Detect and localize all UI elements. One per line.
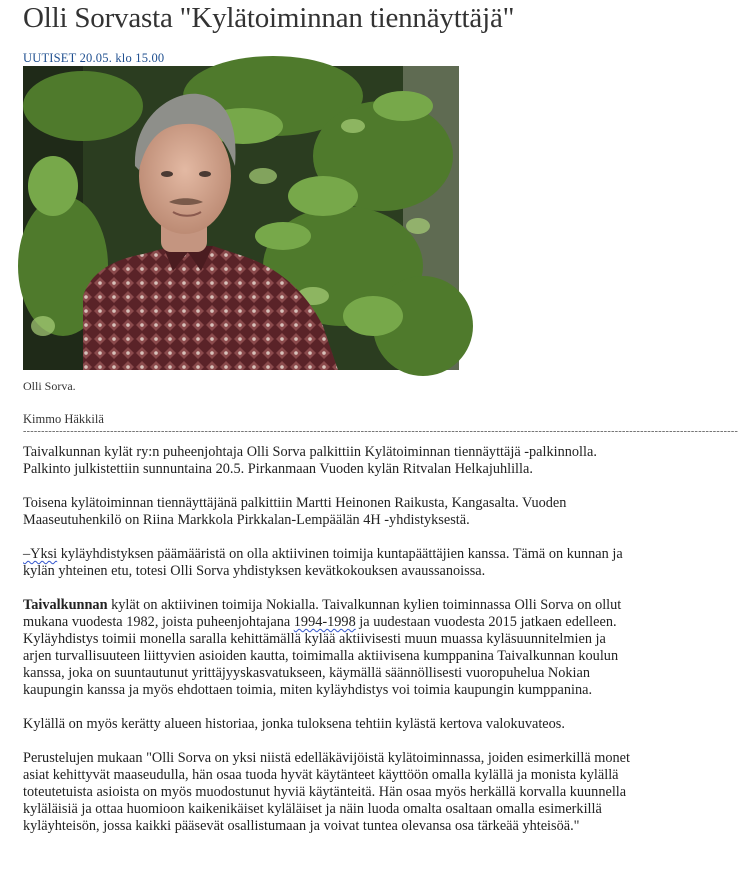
portrait-photo [23,66,459,370]
author-name: Kimmo Häkkilä [23,412,104,426]
page-title: Olli Sorvasta "Kylätoiminnan tiennäyttäjä" [23,2,515,34]
paragraph-3-text: kyläyhdistyksen päämääristä on olla aktiivinen toimija kuntapäättäjien kanssa. Tämä on kunnan ja kylän yhteinen etu, totesi Olli Sorva yhdistyksen kevätkokouksen avaussanoissa. [23,546,623,579]
paragraph-4-bold: Taivalkunnan [23,597,108,613]
spellcheck-mark-years: 1994-1998 [293,614,356,630]
paragraph-5: Kyläyhdistys toimii monella saralla kehittämällä kylää aktiivisesti muun muassa kyläsuunnitelmien ja arjen turvallisuuteen liittyvien asioiden kautta, toimimalla aktiivisena kumppanina Taivalkunnan koulun kanssa, joka on suuntautunut yrittäjyyskasvatukseen, käymällä säännöllisesti vuoropuhelua Nokian kaupungin kanssa ja myös ehdottaen toimia, miten kyläyhdistys voi toimia kaupungin kumppanina. [23,631,619,698]
paragraph-3 [23,546,635,580]
photo-caption: Olli Sorva. [23,379,76,393]
paragraph-2: Toisena kylätoiminnan tiennäyttäjänä palkittiin Martti Heinonen Raikusta, Kangasalta. Vuoden Maaseutuhenkilö on Riina Markkola Pirkkalan-Lempäälän 4H -yhdistyksestä. [23,495,567,528]
paragraph-4 [23,597,635,631]
paragraph-7: Perustelujen mukaan "Olli Sorva on yksi niistä edelläkävijöistä kylätoiminnassa, joiden esimerkillä monet asiat kehittyvät maaseudulla, hän osaa tuoda hyvät käytänteet käyttöön omalla kylällä ja monista kylällä toteutetuista asioista on myös muodostunut hyviä käytänteitä. Hän osaa myös herkällä korvalla kuunnella kyläläisiä ja ottaa huomioon kaikenikäiset kyläläiset ja näin luoda omalta osaltaan omalla esimerkillä kyläyhteisön, jossa kaikki pääsevät osallistumaan ja voivat tuntea olevansa osa tärkeää yhteisöä." [23,750,630,834]
paragraph-4-text-a: kylät on aktiivinen toimija Nokialla. Taivalkunnan kylien toiminnassa Olli Sorva on ollut mukana vuodesta 1982, joista puheenjohtajana [23,597,622,630]
article-body [23,444,635,852]
paragraph-4-text-b: ja uudestaan vuodesta 2015 jatkaen edelleen. [355,614,617,630]
paragraph-1: Taivalkunnan kylät ry:n puheenjohtaja Olli Sorva palkittiin Kylätoiminnan tiennäyttäjä -palkinnolla. Palkinto julkistettiin sunnuntaina 20.5. Pirkanmaan Vuoden kylän Ritvalan Helkajuhlilla. [23,444,597,477]
spellcheck-mark: –Yksi [23,546,58,562]
dateline: UUTISET 20.05. klo 15.00 [23,51,165,65]
paragraph-6: Kylällä on myös kerätty alueen historiaa, jonka tuloksena tehtiin kylästä kertova valokuvateos. [23,716,565,732]
dashed-divider: ----------------------------------------------------------------------------------------------------------------------------------------------------------------------------------------------------- [23,426,738,437]
